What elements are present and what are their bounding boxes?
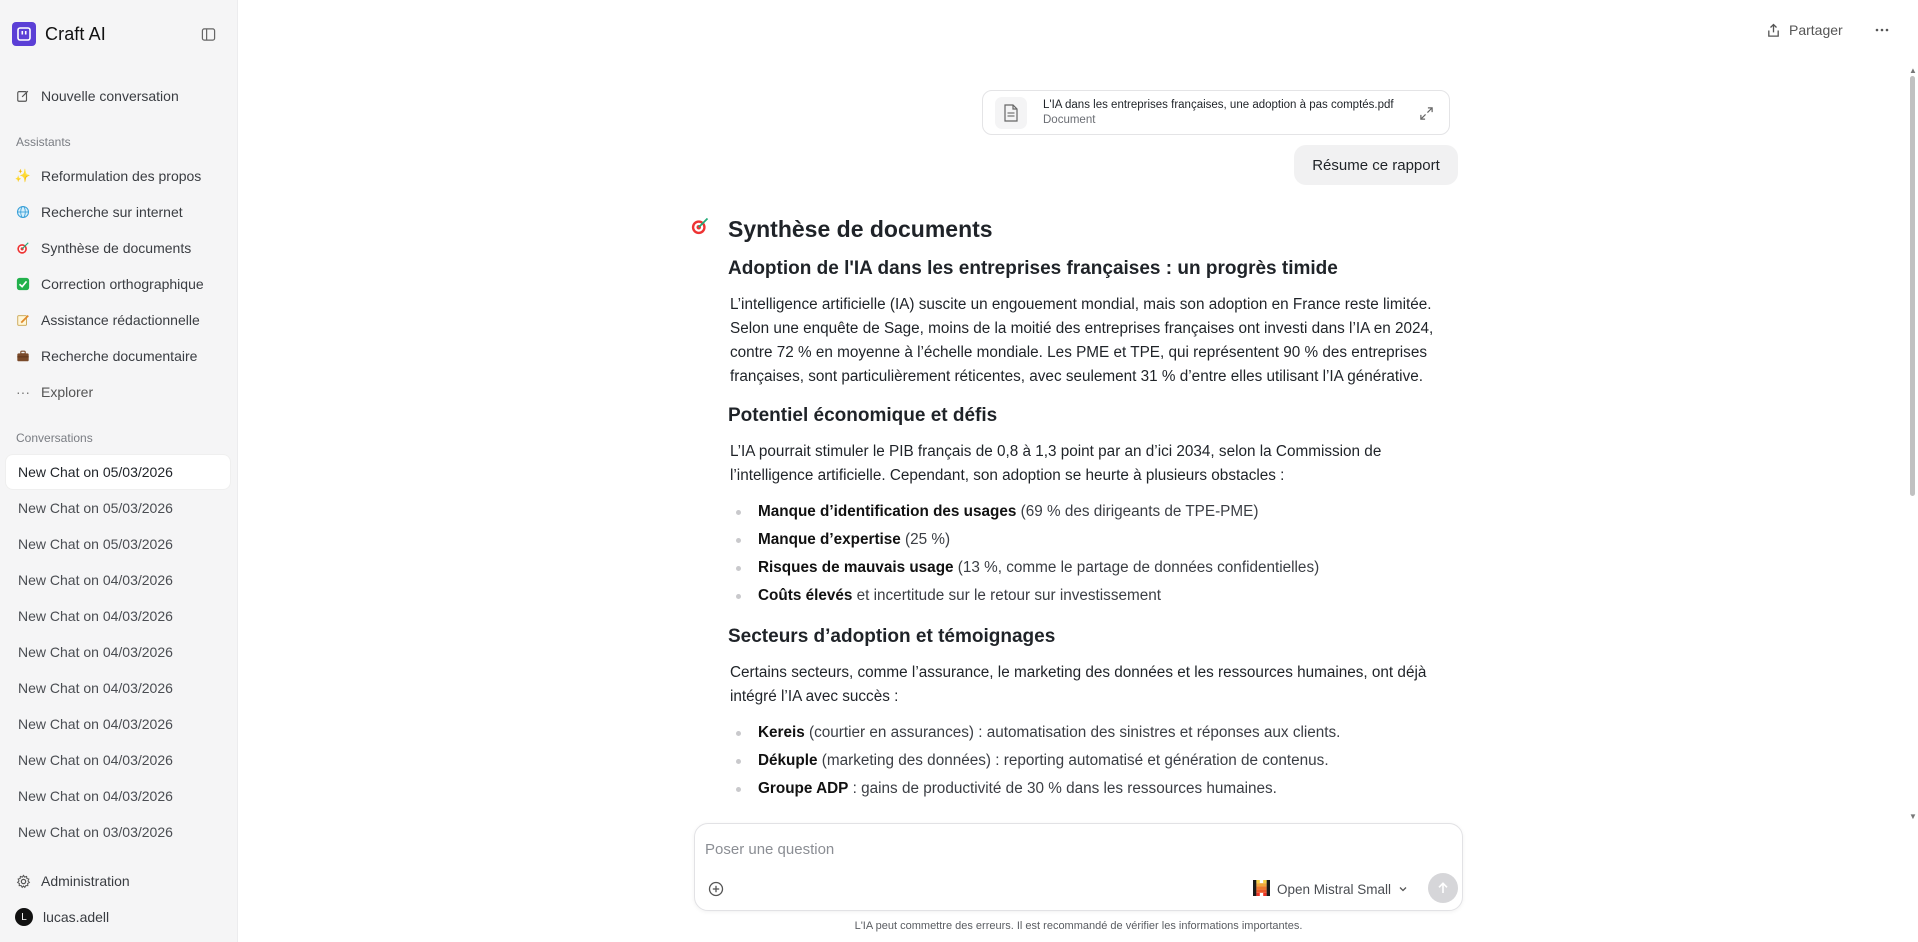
conversation-item[interactable]: New Chat on 04/03/2026 bbox=[18, 752, 173, 768]
sidebar-item-correction[interactable] bbox=[6, 267, 230, 301]
list-item: Manque d’expertise (25 %) bbox=[728, 526, 1458, 554]
list-item: Groupe ADP : gains de productivité de 30 % dans les ressources humaines. bbox=[728, 775, 1458, 803]
section-heading: Adoption de l'IA dans les entreprises françaises : un progrès timide bbox=[728, 258, 1338, 279]
sparkles-icon: ✨ bbox=[14, 168, 32, 183]
conversation-item[interactable]: New Chat on 03/03/2026 bbox=[18, 824, 173, 840]
list-item: Coûts élevés et incertitude sur le retour sur investissement bbox=[728, 582, 1458, 610]
new-conversation-label: Nouvelle conversation bbox=[41, 88, 179, 104]
share-button[interactable] bbox=[1766, 18, 1843, 42]
list-item: Risques de mauvais usage (13 %, comme le partage de données confidentielles) bbox=[728, 554, 1458, 582]
list-item: Dékuple (marketing des données) : reporting automatisé et génération de contenus. bbox=[728, 747, 1458, 775]
attachment-type: Document bbox=[1043, 114, 1096, 126]
list-item: Manque d’identification des usages (69 % des dirigeants de TPE-PME) bbox=[728, 498, 1458, 526]
attachment-card[interactable] bbox=[982, 90, 1450, 135]
conversations-section-label: Conversations bbox=[16, 431, 93, 445]
response-content bbox=[728, 212, 1458, 824]
conversation-item[interactable]: New Chat on 04/03/2026 bbox=[18, 716, 173, 732]
disclaimer: L'IA peut commettre des erreurs. Il est recommandé de vérifier les informations importantes. bbox=[854, 920, 1303, 932]
sidebar-toggle-icon[interactable] bbox=[198, 24, 218, 44]
more-icon: ··· bbox=[16, 384, 30, 400]
add-attachment-icon[interactable] bbox=[707, 880, 725, 898]
expand-icon[interactable] bbox=[1417, 104, 1435, 122]
conversation-item[interactable]: New Chat on 05/03/2026 bbox=[6, 455, 230, 489]
conversation-item[interactable]: New Chat on 04/03/2026 bbox=[18, 644, 173, 660]
app-name: Craft AI bbox=[45, 23, 106, 44]
share-icon bbox=[1766, 23, 1781, 38]
section-paragraph: Certains secteurs, comme l’assurance, le marketing des données et les ressources humaines, ont déjà intégré l’IA avec succès : bbox=[730, 664, 1427, 705]
conversation-item[interactable]: New Chat on 05/03/2026 bbox=[18, 536, 173, 552]
conversation-item[interactable]: New Chat on 04/03/2026 bbox=[18, 572, 173, 588]
conversation-item[interactable]: New Chat on 04/03/2026 bbox=[18, 608, 173, 624]
user-name: lucas.adell bbox=[43, 909, 110, 925]
sidebar-item-label: Assistance rédactionnelle bbox=[41, 312, 200, 328]
response-title: Synthèse de documents bbox=[728, 216, 993, 242]
new-conversation-button[interactable] bbox=[6, 79, 230, 113]
scrollbar-thumb[interactable] bbox=[1910, 76, 1915, 496]
testimonials-list bbox=[728, 719, 1458, 803]
question-input[interactable] bbox=[705, 836, 1445, 862]
conversation-item[interactable]: New Chat on 04/03/2026 bbox=[18, 788, 173, 804]
briefcase-icon bbox=[15, 348, 31, 364]
sidebar-item-synthese[interactable] bbox=[6, 231, 230, 265]
gear-icon bbox=[15, 873, 31, 889]
user-profile-button[interactable] bbox=[6, 900, 230, 934]
section-heading: Potentiel économique et défis bbox=[728, 405, 998, 426]
craft-logo-icon bbox=[12, 22, 36, 46]
obstacles-list bbox=[728, 498, 1458, 610]
conversation-item[interactable]: New Chat on 05/03/2026 bbox=[18, 500, 173, 516]
sidebar bbox=[0, 0, 238, 942]
model-selector[interactable] bbox=[1253, 878, 1408, 900]
user-message: Résume ce rapport bbox=[1294, 145, 1458, 185]
composer bbox=[694, 823, 1463, 911]
sidebar-item-assistance-redactionnelle[interactable] bbox=[6, 303, 230, 337]
chevron-down-icon bbox=[1398, 882, 1408, 897]
target-icon bbox=[690, 216, 712, 238]
sidebar-item-reformulation[interactable] bbox=[6, 159, 230, 193]
sidebar-item-label: Synthèse de documents bbox=[41, 240, 192, 256]
assistants-section-label: Assistants bbox=[16, 135, 71, 149]
share-label: Partager bbox=[1789, 22, 1843, 38]
writing-icon bbox=[15, 312, 31, 328]
sidebar-item-recherche-documentaire[interactable] bbox=[6, 339, 230, 373]
model-name: Open Mistral Small bbox=[1277, 881, 1392, 897]
sidebar-item-explorer[interactable] bbox=[6, 375, 230, 409]
check-icon bbox=[15, 276, 31, 292]
administration-label: Administration bbox=[41, 873, 130, 889]
list-item: Kereis (courtier en assurances) : automatisation des sinistres et réponses aux clients. bbox=[728, 719, 1458, 747]
avatar: L bbox=[15, 908, 33, 926]
brand[interactable] bbox=[12, 22, 106, 46]
edit-icon bbox=[15, 88, 31, 104]
section-paragraph: L’intelligence artificielle (IA) suscite un engouement mondial, mais son adoption en France reste limitée. Selon une enquête de Sage, moins de la moitié des entreprises françaises ont investi dans l’IA en 2024, contre 72 % en moyenne à l’échelle mondiale. Les PME et TPE, qui représentent 90 % des entreprises françaises, sont particulièrement réticentes, avec seulement 31 % d’entre elles utilisant l’IA générative. bbox=[730, 296, 1434, 385]
sidebar-item-label: Reformulation des propos bbox=[41, 168, 202, 184]
scroll-down-icon[interactable]: ▼ bbox=[1909, 812, 1917, 821]
scroll-up-icon[interactable]: ▲ bbox=[1909, 66, 1917, 75]
document-icon bbox=[995, 97, 1027, 129]
section-heading: Secteurs d’adoption et témoignages bbox=[728, 626, 1056, 647]
globe-icon bbox=[15, 204, 31, 220]
sidebar-item-label: Explorer bbox=[41, 384, 94, 400]
section-paragraph: L’IA pourrait stimuler le PIB français de 0,8 à 1,3 point par an d’ici 2034, selon la Commission de l’intelligence artificielle. Cependant, son adoption se heurte à plusieurs obstacles : bbox=[730, 443, 1382, 484]
arrow-up-icon bbox=[1436, 881, 1450, 895]
send-button[interactable] bbox=[1428, 873, 1458, 903]
sidebar-item-recherche-internet[interactable] bbox=[6, 195, 230, 229]
administration-button[interactable] bbox=[6, 864, 230, 898]
sidebar-item-label: Correction orthographique bbox=[41, 276, 204, 292]
more-options-icon[interactable] bbox=[1870, 18, 1894, 42]
conversation-item[interactable]: New Chat on 04/03/2026 bbox=[18, 680, 173, 696]
attachment-name: L'IA dans les entreprises françaises, une adoption à pas comptés.pdf bbox=[1043, 99, 1394, 111]
sidebar-item-label: Recherche documentaire bbox=[41, 348, 198, 364]
mistral-logo-icon bbox=[1253, 880, 1270, 899]
target-icon bbox=[15, 240, 31, 256]
sidebar-item-label: Recherche sur internet bbox=[41, 204, 183, 220]
